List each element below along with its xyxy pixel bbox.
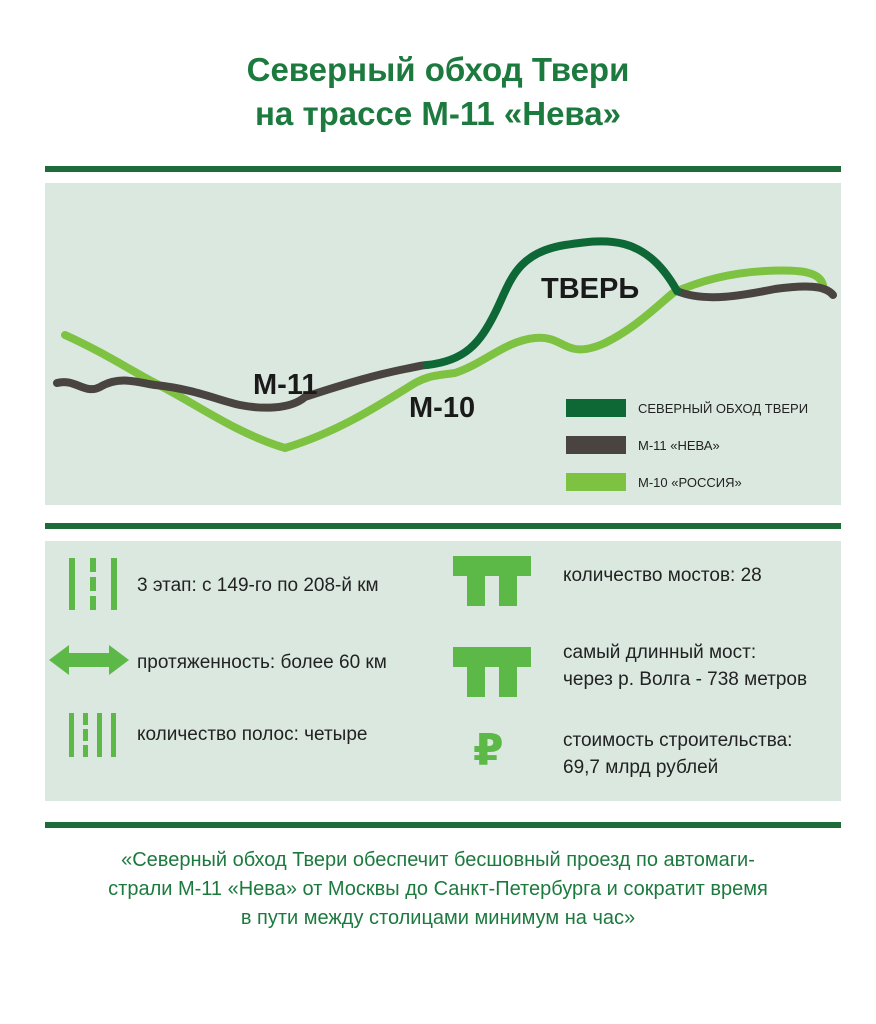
longest-bridge-line-1: самый длинный мост: [563,642,757,663]
m11-label: М-11 [253,369,318,401]
legend-item-m11 [566,433,720,457]
cost-line-2: 69,7 млрд рублей [563,757,719,778]
double-arrow-icon [49,645,129,675]
middle-divider [45,523,841,529]
bridge-icon [453,647,531,697]
legend-item-bypass [566,396,808,420]
quote-line-3: в пути между столицами минимум на час» [240,907,636,929]
legend-item-m10 [566,470,742,494]
m11-route-line-east [677,287,833,298]
legend-swatch-m10 [566,473,626,491]
quote-line-1: «Северный обход Твери обеспечит бесшовный проезд по автомаги- [121,849,755,871]
top-divider [45,166,841,172]
longest-bridge-line-2: через р. Волга - 738 метров [563,669,808,690]
page-title [0,48,876,136]
cost-line-1: стоимость строительства: [563,730,793,751]
info-panel [45,541,841,801]
bottom-divider [45,822,841,828]
legend-label-m10: М-10 «РОССИЯ» [638,474,742,490]
lanes-text: количество полос: четыре [137,724,368,745]
bridge-icon [453,556,531,606]
legend-swatch-m11 [566,436,626,454]
route-map [45,183,841,505]
legend-label-m11: М-11 «НЕВА» [638,437,720,453]
quote-line-2: страли М-11 «Нева» от Москвы до Санкт-Петербурга и сократит время [108,878,768,900]
legend-label-bypass: СЕВЕРНЫЙ ОБХОД ТВЕРИ [638,400,809,416]
legend-swatch-bypass [566,399,626,417]
bridges-text: количество мостов: 28 [563,565,762,586]
lanes-icon [67,713,119,757]
road-markings-icon [67,558,119,610]
length-text: протяженность: более 60 км [137,652,387,673]
stage-text: 3 этап: с 149-го по 208-й км [137,575,379,596]
title-line-1: Северный обход Твери [246,51,630,88]
quote-text [40,846,836,933]
tver-label: ТВЕРЬ [541,273,640,305]
map-panel [45,183,841,505]
m10-label: М-10 [409,392,476,424]
ruble-icon: ₽ [473,726,504,775]
m11-route-line [57,365,427,408]
title-line-2: на трассе М-11 «Нева» [255,95,621,132]
